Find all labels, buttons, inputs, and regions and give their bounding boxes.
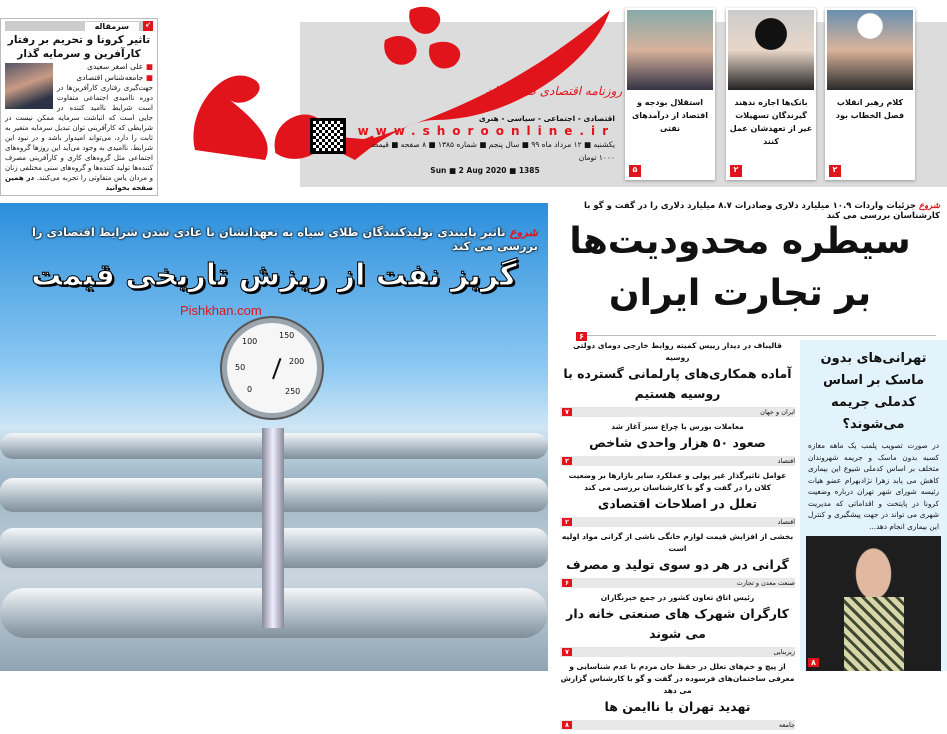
news-kicker: بخشی از افزایش قیمت لوازم خانگی ناشی از گرانی مواد اولیه است xyxy=(561,532,794,553)
page-badge: ۵ xyxy=(629,165,641,177)
page-badge: ۲ xyxy=(829,165,841,177)
section-label: جامعه xyxy=(778,721,795,729)
issue-line-en: Sun ■ 2 Aug 2020 ■ 1385 xyxy=(430,166,540,175)
page-badge: ۶ xyxy=(576,332,587,341)
section-label: صنعت معدن و تجارت xyxy=(736,579,795,587)
gauge-tick: 250 xyxy=(285,387,301,396)
news-item[interactable] xyxy=(560,592,795,657)
news-item[interactable] xyxy=(560,340,795,417)
news-section-bar xyxy=(560,456,795,466)
arrow-icon: ↙ xyxy=(143,21,153,31)
news-headline[interactable]: کارگران شهرک های صنعتی خانه دار می شوند xyxy=(566,606,789,641)
sidebar-body: در صورت تصویب پلمب یک ماهه مغازه کسبه بدون ماسک و جریمه شهروندان متخلف بر اساس کدملی شیوع این بیماری کاهش می یابد زهرا نژادبهرام عضو هیات رئیسه شورای شهر تهران درباره وضعیت کرونا در پایتخت و اقداماتی که مدیریت شهری می تواند در جهت پیشگیری و کنترل این بیماری انجام دهد... xyxy=(808,441,939,531)
thumb-photo xyxy=(728,10,814,90)
watermark: Pishkhan.com xyxy=(180,303,262,318)
news-headline[interactable]: تعلل در اصلاحات اقتصادی xyxy=(597,496,758,511)
news-kicker: از پیچ و خم‌های تعلل در حفظ جان مردم با عدم شناسایی و معرفی ساختمان‌های فرسوده در گفت و گو با کارشناس گزارش می دهد xyxy=(560,662,795,695)
news-item[interactable] xyxy=(560,421,795,466)
news-item[interactable] xyxy=(560,470,795,527)
masthead-info xyxy=(355,112,615,177)
news-kicker: قالیباف در دیدار رییس کمیته روابط خارجی دومای دولتی روسیه xyxy=(573,341,782,362)
news-kicker: رئیس اتاق تعاون کشور در جمع خبرنگاران xyxy=(600,593,755,602)
page-badge: ۷ xyxy=(562,408,572,416)
news-section-bar xyxy=(560,720,795,730)
gauge-tick: 0 xyxy=(247,385,253,394)
thumb-caption: کلام رهبر انقلاب فصل الخطاب بود xyxy=(835,98,905,120)
editorial-header: ↙ سرمقاله xyxy=(5,21,153,31)
page-badge: ۶ xyxy=(562,579,572,587)
page-badge: ۸ xyxy=(808,658,819,667)
news-section-bar xyxy=(560,517,795,527)
thumb-photo xyxy=(627,10,713,90)
thumb-caption: استقلال بودجه و اقتصاد از درآمدهای نفتی xyxy=(631,98,709,133)
news-headline[interactable]: تهدید تهران با ناایمن ها xyxy=(604,699,751,714)
qr-code[interactable] xyxy=(310,118,346,154)
thumb-caption: بانک‌ها اجازه ندهند گیرندگان تسهیلات غیر از تعهدشان عمل کنند xyxy=(729,98,813,146)
news-item[interactable] xyxy=(560,661,795,730)
hero-headline[interactable]: گریز نفت از ریزش تاریخی قیمت xyxy=(31,258,517,293)
hero-kicker: شروع تاثیر پایبندی تولیدکنندگان طلای سیاه به تعهداتشان با عادی شدن شرایط اقتصادی را بررسی می کند xyxy=(31,225,538,253)
news-section-bar xyxy=(560,407,795,417)
page-badge: ۷ xyxy=(562,648,572,656)
sidebar-story[interactable] xyxy=(800,340,947,671)
section-label: ایران و جهان xyxy=(760,408,795,416)
author-photo xyxy=(5,63,53,109)
gauge-tick: 50 xyxy=(235,363,246,372)
issue-line: یکشنبه ■ ۱۲ مرداد ماه ۹۹ ■ سال پنجم ■ شماره ۱۳۸۵ ■ ۸ صفحه ■ قیمت ۱۰۰۰ تومان xyxy=(371,140,615,162)
valve-stem xyxy=(262,428,284,628)
news-section-bar xyxy=(560,647,795,657)
section-label: اقتصاد xyxy=(777,518,795,526)
page-badge: ۲ xyxy=(562,457,572,465)
section-label: اقتصاد xyxy=(777,457,795,465)
news-section-bar xyxy=(560,578,795,588)
thumb-story-1[interactable] xyxy=(625,8,715,180)
page-badge: ۲ xyxy=(730,165,742,177)
pressure-gauge xyxy=(222,318,322,418)
editorial-author: ■ علی اصغر سعیدی xyxy=(87,62,153,71)
news-headline[interactable]: گرانی در هر دو سوی تولید و مصرف xyxy=(566,557,789,572)
gauge-tick: 150 xyxy=(279,331,295,340)
news-kicker: معاملات بورس با چراغ سبز آغاز شد xyxy=(611,422,744,431)
section-label: زیربنایی xyxy=(773,648,795,656)
gauge-needle xyxy=(272,358,281,379)
news-list xyxy=(560,340,795,734)
editorial-body: جهت‌گیری رفتاری کارآفرین‌ها در دوره ناامیدی اجتماعی متفاوت است شرایط ناامید کننده در جایی است که انباشت سرمایه ممکن نیست در شرایطی که کارآفرینی توان تبدیل سرمایه متغیر به ثابت را دارد، می‌تواند امیدوار باشد و در نبود این شرایط، ناامیدی به وجود می‌آید این روزها گروه‌های اجتماعی مثل گروه‌های کاری و کارآفرینی مصرف کننده‌ها تولید کننده‌ها و گروه‌های سنی مختلفی زنان و مردان یاس متفاوتی را تجربه می‌کنند. در همین صفحه بخوانید xyxy=(5,84,153,192)
lead-divider xyxy=(576,324,936,341)
sections-line: اقتصادی - اجتماعی - سیاسی - هنری xyxy=(478,114,615,123)
thumb-photo xyxy=(827,10,913,90)
gauge-tick: 200 xyxy=(289,357,305,366)
masthead-subtitle: روزنامه اقتصادی صبح ایران xyxy=(485,84,623,98)
sidebar-headline[interactable]: تهرانی‌های بدون ماسک بر اساس کدملی جریمه می‌شوند؟ xyxy=(820,351,927,432)
editorial-author-role: ■ جامعه‌شناس اقتصادی xyxy=(76,73,153,82)
sidebar-photo xyxy=(806,536,941,671)
thumb-story-3[interactable] xyxy=(825,8,915,180)
hero-story[interactable] xyxy=(0,203,548,671)
thumb-story-2[interactable] xyxy=(726,8,816,180)
website-link[interactable]: www.shoroonline.ir xyxy=(357,124,615,138)
news-kicker: عوامل تاثیرگذار غیر پولی و عملکرد سایر بازارها بر وضعیت کلان را در گفت و گو با کارشناسان بررسی می کند xyxy=(568,471,787,492)
editorial-title[interactable]: تاثیر کرونا و تحریم بر رفتار کارآفرین و سرمایه گذار xyxy=(7,34,151,60)
lead-kicker: شروع جزئیات واردات ۱۰.۹ میلیارد دلاری وصادرات ۸.۷ میلیارد دلاری را در گفت و گو با کارشناسان بررسی می کند xyxy=(584,201,940,221)
page-badge: ۲ xyxy=(562,518,572,526)
news-headline[interactable]: آماده همکاری‌های پارلمانی گسترده با روسیه هستیم xyxy=(563,366,792,401)
news-item[interactable] xyxy=(560,531,795,588)
gauge-tick: 100 xyxy=(242,337,258,346)
news-headline[interactable]: صعود ۵۰ هزار واحدی شاخص xyxy=(589,435,766,450)
editorial-box[interactable] xyxy=(0,18,158,196)
page-badge: ۸ xyxy=(562,721,572,729)
lead-headline[interactable]: سیطره محدودیت‌ها بر تجارت ایران xyxy=(569,221,911,314)
